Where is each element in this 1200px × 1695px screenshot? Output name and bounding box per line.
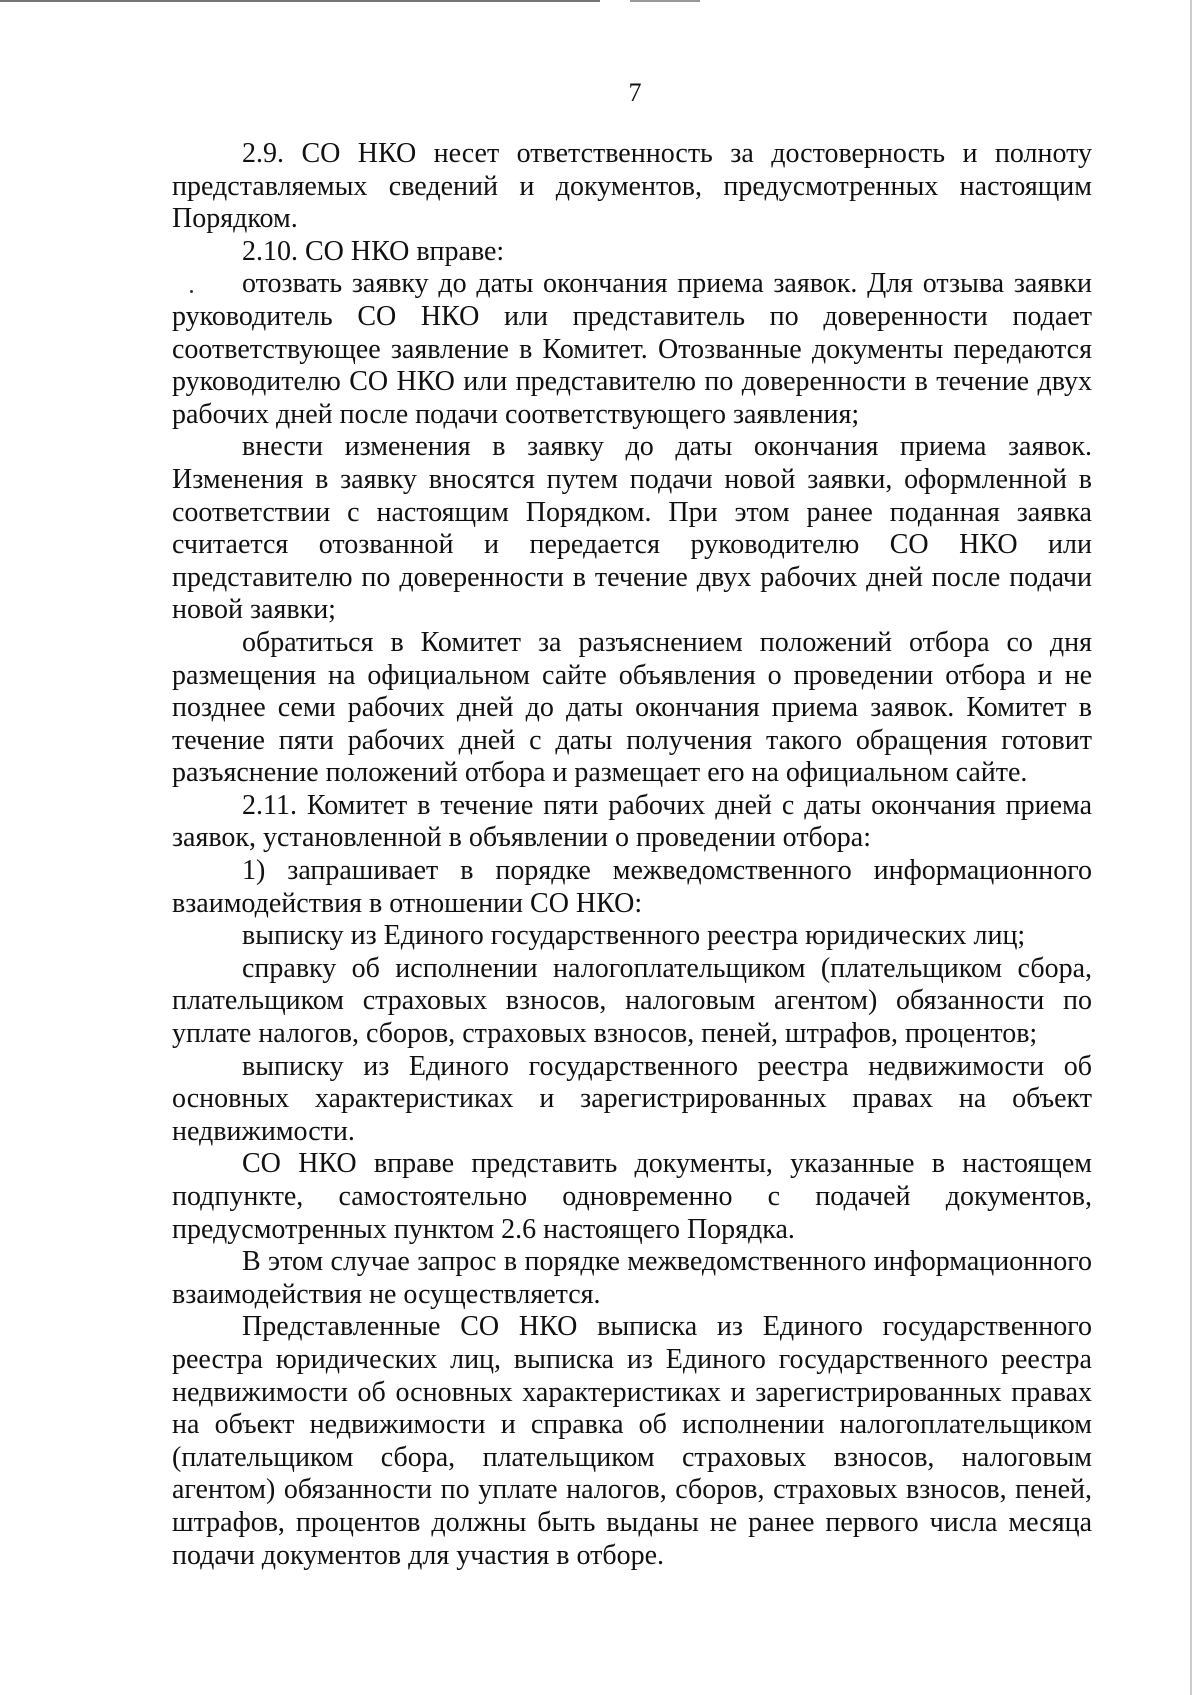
paragraph-2-11: 2.11. Комитет в течение пяти рабочих дней с даты окончания приема заявок, установленной в объявлении о проведении отбора: <box>172 789 1092 854</box>
paragraph-request-clarification: обратиться в Комитет за разъяснением положений отбора со дня размещения на официальном сайте объявления о проведении отбора и не позднее семи рабочих дней до даты окончания приема заявок. Комитет в течение пяти рабочих дней с даты получения такого обращения готовит разъяснение положений отбора и размещает его на официальном сайте. <box>172 626 1092 789</box>
paragraph-amend-application: внести изменения в заявку до даты окончания приема заявок. Изменения в заявку вносятся путем подачи новой заявки, оформленной в соответствии с настоящим Порядком. При этом ранее поданная заявка считается отозванной и передается руководителю СО НКО или представителю по доверенности в течение двух рабочих дней после подачи новой заявки; <box>172 431 1092 626</box>
list-item-tax-certificate: справку об исполнении налогоплательщиком (плательщиком сбора, плательщиком страховых взносов, налоговым агентом) обязанности по уплате налогов, сборов, страховых взносов, пеней, штрафов, процентов; <box>172 952 1092 1050</box>
paragraph-2-10-heading: 2.10. СО НКО вправе: <box>242 235 505 267</box>
scan-edge-top <box>0 0 600 2</box>
document-body <box>172 138 1092 1572</box>
paragraph-self-submission: СО НКО вправе представить документы, указанные в настоящем подпункте, самостоятельно одновременно с подачей документов, предусмотренных пунктом 2.6 настоящего Порядка. <box>172 1148 1092 1245</box>
paragraph-no-request: В этом случае запрос в порядке межведомственного информационного взаимодействия не осуществляется. <box>172 1246 1092 1310</box>
list-item-egrul-extract: выписку из Единого государственного реестра юридических лиц; <box>242 920 1026 952</box>
list-item-egrn-extract: выписку из Единого государственного реестра недвижимости об основных характеристиках и зарегистрированных правах на объект недвижимости. <box>172 1050 1092 1147</box>
scan-edge-right <box>1190 0 1192 1695</box>
paragraph-interagency-request: 1) запрашивает в порядке межведомственного информационного взаимодействия в отношении СО НКО: <box>172 855 1092 919</box>
paragraph-document-validity: Представленные СО НКО выписка из Единого государственного реестра юридических лиц, выписка из Единого государственного реестра недвижимости об основных характеристиках и зарегистрированных правах на объект недвижимости и справка об исполнении налогоплательщиком (плательщиком сбора, плательщиком страховых взносов, налоговым агентом) обязанности по уплате налогов, сборов, страховых взносов, пеней, штрафов, процентов должны быть выданы не ранее первого числа месяца подачи документов для участия в отборе. <box>172 1311 1092 1571</box>
paragraph-2-9: 2.9. СО НКО несет ответственность за достоверность и полноту представляемых сведений и документов, предусмотренных настоящим Порядком. <box>172 138 1092 235</box>
scan-edge-top-fragment <box>630 0 700 2</box>
page-number: 7 <box>628 78 642 107</box>
paragraph-withdraw-application: отозвать заявку до даты окончания приема заявок. Для отзыва заявки руководитель СО НКО или представитель по доверенности подает соответствующее заявление в Комитет. Отозванные документы передаются руководителю СО НКО или представителю по доверенности в течение двух рабочих дней после подачи соответствующего заявления; <box>172 268 1092 430</box>
